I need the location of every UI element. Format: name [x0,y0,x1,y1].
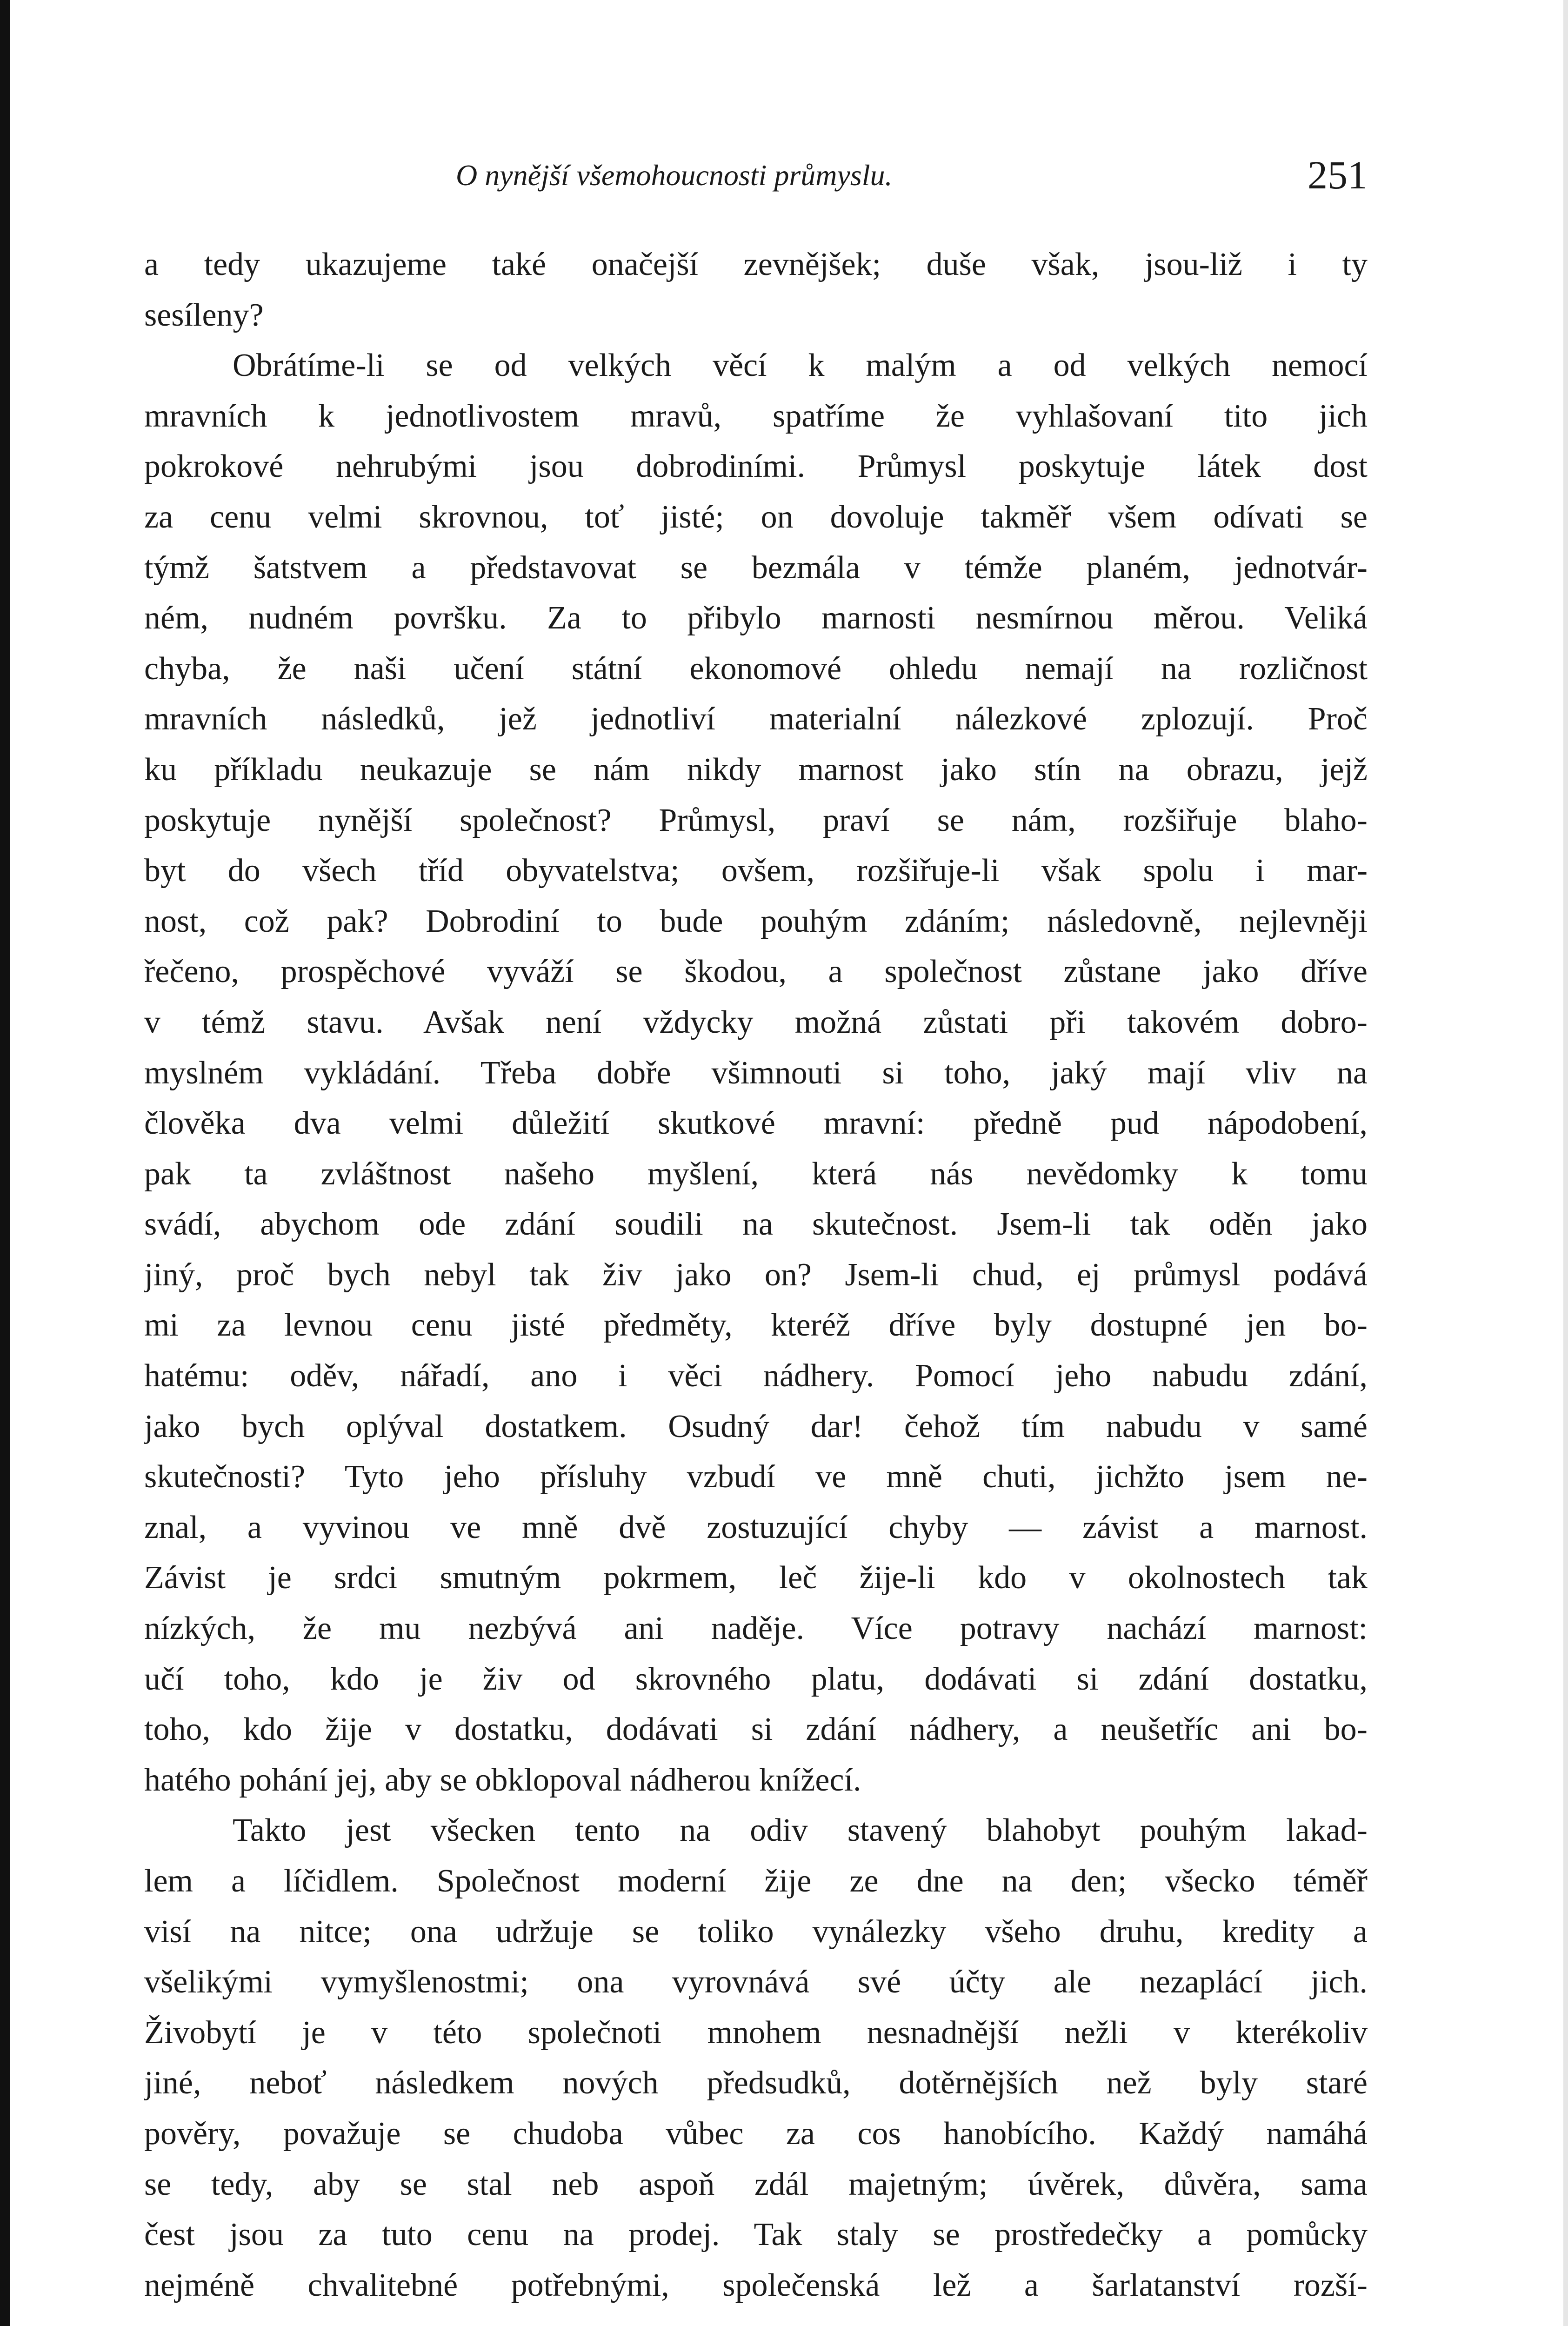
text-line: lem a líčidlem. Společnost moderní žije ze dne na den; všecko téměř [144,1863,1368,1899]
scan-edge-right [1563,0,1568,2326]
text-line: nízkých, že mu nezbývá ani naděje. Více potravy nachází marnost: [144,1611,1368,1647]
text-line: týmž šatstvem a představovat se bezmála v témže planém, jednotvár- [144,549,1368,586]
text-line: Takto jest všecken tento na odiv stavený blahobyt pouhým lakad- [233,1812,1368,1849]
text-line: toho, kdo žije v dostatku, dodávati si zdání nádhery, a neušetříc ani bo- [144,1711,1368,1748]
text-line: Živobytí je v této společnoti mnohem nesnadnější nežli v kterékoliv [144,2014,1368,2051]
text-line: svádí, abychom ode zdání soudili na skutečnost. Jsem-li tak oděn jako [144,1206,1368,1243]
text-line: poskytuje nynější společnost? Průmysl, praví se nám, rozšiřuje blaho- [144,802,1368,838]
text-line: skutečnosti? Tyto jeho přísluhy vzbudí ve mně chuti, jichžto jsem ne- [144,1459,1368,1495]
text-line: Obrátíme-li se od velkých věcí k malým a od velkých nemocí [233,348,1368,384]
body-text [144,240,1368,2311]
scan-edge-left [0,0,10,2326]
text-line: čest jsou za tuto cenu na prodej. Tak staly se prostředečky a pomůcky [144,2217,1368,2253]
text-line: ku příkladu neukazuje se nám nikdy marnost jako stín na obrazu, jejž [144,751,1368,788]
text-line: člověka dva velmi důležití skutkové mravní: předně pud nápodobení, [144,1105,1368,1142]
text-line: mi za levnou cenu jisté předměty, kteréž dříve byly dostupné jen bo- [144,1307,1368,1343]
text-line: hatému: oděv, nářadí, ano i věci nádhery. Pomocí jeho nabudu zdání, [144,1358,1368,1394]
text-line: řečeno, prospěchové vyváží se škodou, a společnost zůstane jako dříve [144,954,1368,990]
text-line: pak ta zvláštnost našeho myšlení, která nás nevědomky k tomu [144,1156,1368,1192]
text-line: a tedy ukazujeme také onačejší zevnějšek; duše však, jsou-liž i ty [144,247,1368,282]
text-line: v témž stavu. Avšak není vždycky možná zůstati při takovém dobro- [144,1004,1368,1040]
page-number: 251 [1308,153,1368,197]
running-head [144,135,1368,200]
running-title: O nynější všemohoucnosti průmyslu. [456,159,893,192]
text-line: znal, a vyvinou ve mně dvě zostuzující chyby — závist a marnost. [144,1509,1368,1545]
text-line: všelikými vymyšlenostmi; ona vyrovnává své účty ale nezaplácí jich. [144,1964,1368,2000]
text-line: byt do všech tříd obyvatelstva; ovšem, rozšiřuje-li však spolu i mar- [144,853,1368,889]
text-line: jiné, neboť následkem nových předsudků, dotěrnějších než byly staré [144,2065,1368,2101]
text-line: jiný, proč bych nebyl tak živ jako on? Jsem-li chud, ej průmysl podává [144,1257,1368,1293]
text-line: učí toho, kdo je živ od skrovného platu, dodávati si zdání dostatku, [144,1661,1368,1697]
text-line: chyba, že naši učení státní ekonomové ohledu nemají na rozličnost [144,650,1368,687]
text-line: pověry, považuje se chudoba vůbec za cos hanobícího. Každý namáhá [144,2115,1368,2152]
text-line: pokrokové nehrubými jsou dobrodiními. Průmysl poskytuje látek dost [144,448,1368,485]
text-line: nejméně chvalitebné potřebnými, společenská lež a šarlatanství rozší- [144,2267,1368,2303]
text-line: hatého pohání jej, aby se obklopoval nádherou knížecí. [144,1762,861,1798]
text-line: Závist je srdci smutným pokrmem, leč žije-li kdo v okolnostech tak [144,1560,1368,1596]
text-line: nost, což pak? Dobrodiní to bude pouhým zdáním; následovně, nejlevněji [144,903,1368,939]
text-line: sesíleny? [144,297,264,333]
text-line: jako bych oplýval dostatkem. Osudný dar! čehož tím nabudu v samé [144,1408,1368,1444]
text-line: mravních k jednotlivostem mravů, spatříme že vyhlašovaní tito jich [144,398,1368,434]
text-line: visí na nitce; ona udržuje se toliko vynálezky všeho druhu, kredity a [144,1913,1368,1950]
text-line: se tedy, aby se stal neb aspoň zdál majetným; úvěrek, důvěra, sama [144,2166,1368,2202]
text-line: za cenu velmi skrovnou, toť jisté; on dovoluje takměř všem odívati se [144,499,1368,535]
text-line: myslném vykládání. Třeba dobře všimnouti si toho, jaký mají vliv na [144,1055,1368,1091]
text-line: mravních následků, jež jednotliví materialní nálezkové zplozují. Proč [144,701,1368,737]
text-line: ném, nudném površku. Za to přibylo marnosti nesmírnou měrou. Veliká [144,600,1368,636]
